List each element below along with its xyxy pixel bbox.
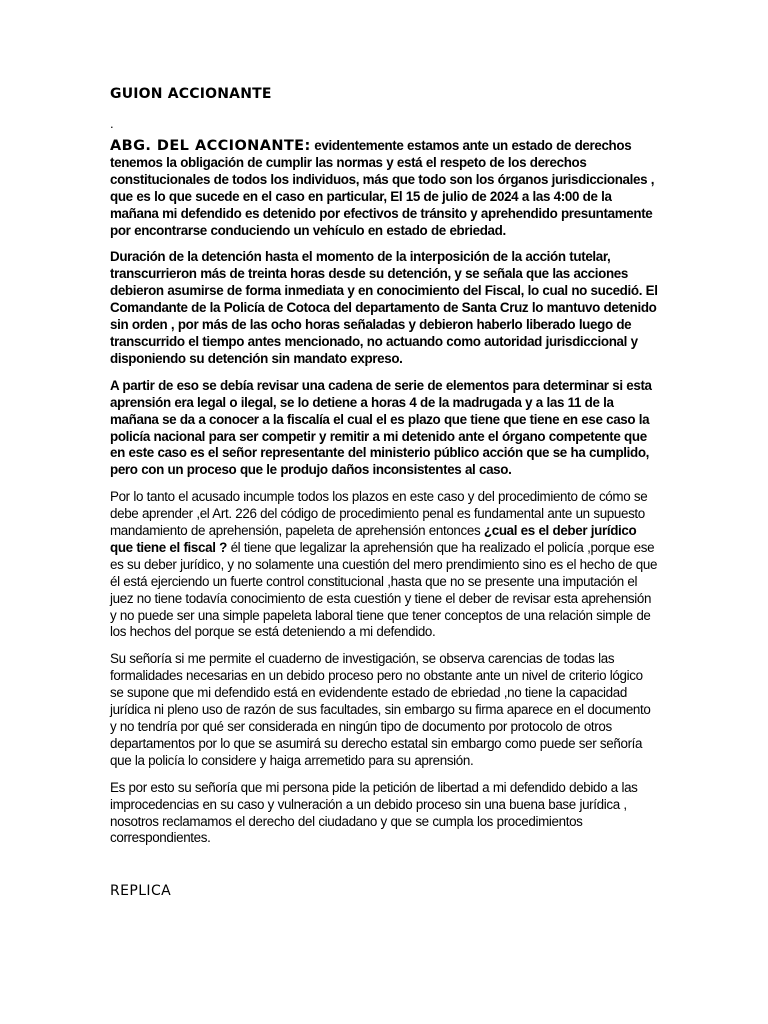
- paragraph-4-text-a: Por lo tanto el acusado incumple todos los plazos en este caso y del procedimiento de cómo se debe aprender ,el Art. 226 del código de procedimiento penal es fundamental ante un supuesto mandamiento de aprehensión, papeleta de aprehensión entonces: [110, 489, 648, 539]
- paragraph-1: [110, 138, 658, 239]
- speaker-label: ABG. DEL ACCIONANTE:: [110, 138, 311, 154]
- paragraph-5: Su señoría si me permite el cuaderno de investigación, se observa carencias de todas las formalidades necesarias en un debido proceso pero no obstante ante un nivel de criterio lógico se supone que mi defendido está en evidendente estado de ebriedad ,no tiene la capacidad jurídica ni pleno uso de razón de sus facultades, sin embargo su firma aparece en el documento y no tendría por qué ser considerada en ningún tipo de documento por protocolo de otros departamentos por lo que se asumirá su derecho estatal sin embargo como puede ser señoría que la policía lo considere y haiga arremetido para su aprensión.: [110, 651, 651, 768]
- separator-dot: .: [110, 116, 114, 131]
- paragraph-4-text-b: él tiene que legalizar la aprehensión que ha realizado el policía ,porque ese es su deber jurídico, y no solamente una cuestión del mero prendimiento sino es el hecho de que él está ejerciendo un fuerte control constitucional ,hasta que no se presente una imputación el juez no tiene todavía conocimiento de esta cuestión y tiene el deber de revisar esta aprehensión y no puede ser una simple papeleta laboral tiene que tener conceptos de una relación simple de los hechos del porque se está deteniendo a mi defendido.: [110, 539, 658, 640]
- document-page: [110, 84, 658, 901]
- paragraph-2: Duración de la detención hasta el momento de la interposición de la acción tutelar, transcurrieron más de treinta horas desde su detención, y se señala que las acciones debieron asumirse de forma inmediata y en conocimiento del Fiscal, lo cual no sucedió. El Comandante de la Policía de Cotoca del departamento de Santa Cruz lo mantuvo detenido sin orden , por más de las ocho horas señaladas y debieron haberlo liberado luego de transcurrido el tiempo antes mencionado, no actuando como autoridad jurisdiccional y disponiendo su detención sin mandato expreso.: [110, 249, 658, 366]
- paragraph-4-question: ¿cual es el deber jurídico que tiene el fiscal ?: [110, 523, 637, 555]
- replica-heading: REPLICA: [110, 883, 172, 900]
- document-title: GUION ACCIONANTE: [110, 86, 272, 102]
- paragraph-6: Es por esto su señoría que mi persona pide la petición de libertad a mi defendido debido a las improcedencias en su caso y vulneración a un debido proceso sin una buena base jurídica , nosotros reclamamos el derecho del ciudadano y que se cumpla los procedimientos correspondientes.: [110, 779, 638, 846]
- paragraph-3: A partir de eso se debía revisar una cadena de serie de elementos para determinar si esta aprensión era legal o ilegal, se lo detiene a horas 4 de la madrugada y a las 11 de la mañana se da a conocer a la fiscalía el cual el es plazo que tiene que tiene en ese caso la policía nacional para ser competir y remitir a mi detenido ante el órgano competente que en este caso es el señor representante del ministerio público acción que se ha cumplido, pero con un proceso que le produjo daños inconsistentes al caso.: [110, 377, 652, 478]
- paragraph-4: [110, 489, 658, 641]
- paragraph-1-text: evidentemente estamos ante un estado de derechos tenemos la obligación de cumplir las normas y está el respeto de los derechos constitucionales de todos los individuos, más que todo son los órganos jurisdiccionales , que es lo que sucede en el caso en particular, El 15 de julio de 2024 a las 4:00 de la mañana mi defendido es detenido por efectivos de tránsito y aprehendido presuntamente por encontrarse conduciendo un vehículo en estado de ebriedad.: [110, 138, 655, 238]
